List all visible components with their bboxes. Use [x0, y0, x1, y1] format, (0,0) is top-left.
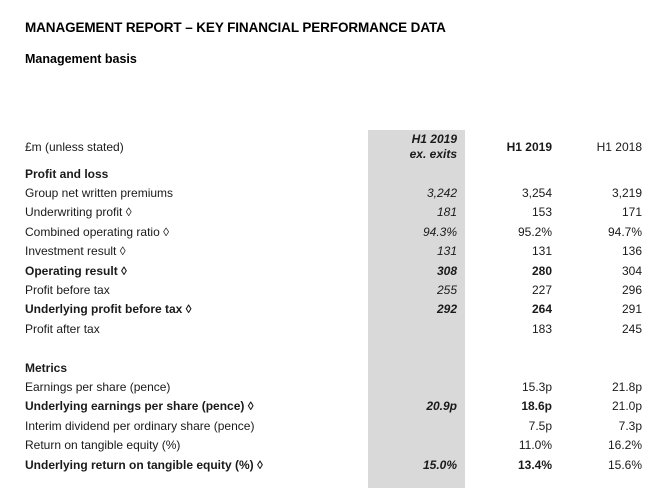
value-h1-2019-ex-exits — [368, 435, 465, 454]
row-label: Underlying profit before tax ◊ — [25, 302, 192, 317]
value-h1-2019-ex-exits: 308 — [368, 261, 465, 280]
table-row — [25, 397, 642, 416]
value-h1-2019 — [465, 474, 552, 488]
value-h1-2019: 7.5p — [528, 418, 552, 433]
value-h1-2019-ex-exits — [368, 474, 465, 488]
column-header-h1-2018: H1 2018 — [596, 140, 642, 154]
value-h1-2018 — [552, 339, 642, 358]
row-label: Underlying earnings per share (pence) ◊ — [25, 399, 254, 414]
value-h1-2019-ex-exits — [368, 416, 465, 435]
value-h1-2019-ex-exits — [368, 164, 465, 183]
table-row — [25, 203, 642, 222]
table-row — [25, 435, 642, 454]
row-label: Underlying return on tangible equity (%) ◊ — [25, 457, 263, 472]
value-h1-2019: 131 — [531, 244, 552, 259]
value-h1-2019: 13.4% — [517, 457, 552, 472]
value-h1-2019: 11.0% — [518, 438, 552, 453]
column-header-h1-2019-ex-exits — [368, 130, 465, 164]
column-header-h1-2019-ex-exits-line2: ex. exits — [409, 147, 457, 161]
value-h1-2019-ex-exits: 181 — [368, 203, 465, 222]
table-row — [25, 377, 642, 396]
row-label: Interim dividend per ordinary share (pence) — [25, 418, 255, 433]
value-h1-2019: 183 — [531, 321, 552, 336]
value-h1-2019: 264 — [531, 302, 552, 317]
value-h1-2018: 21.0p — [611, 399, 642, 414]
spacer-row — [25, 474, 642, 488]
value-h1-2018: 21.8p — [611, 379, 642, 394]
value-h1-2019-ex-exits: 292 — [368, 300, 465, 319]
row-label: Profit and loss — [25, 166, 109, 181]
column-header-h1-2019: H1 2019 — [506, 140, 552, 154]
table-row — [25, 183, 642, 202]
section-header-row — [25, 164, 642, 183]
value-h1-2019: 227 — [531, 283, 552, 298]
value-h1-2019: 95.2% — [517, 224, 552, 239]
value-h1-2019: 280 — [531, 263, 552, 278]
value-h1-2018: 136 — [621, 244, 642, 259]
value-h1-2019 — [465, 358, 552, 377]
value-h1-2018: 16.2% — [607, 438, 642, 453]
value-h1-2019-ex-exits: 3,242 — [368, 183, 465, 202]
value-h1-2018: 7.3p — [618, 418, 642, 433]
row-label: Combined operating ratio ◊ — [25, 224, 170, 239]
row-label: Return on tangible equity (%) — [25, 438, 181, 453]
value-h1-2018: 291 — [621, 302, 642, 317]
table-row — [25, 242, 642, 261]
table-row — [25, 222, 642, 241]
value-h1-2018: 94.7% — [607, 224, 642, 239]
row-label: Group net written premiums — [25, 186, 174, 201]
value-h1-2019: 15.3p — [521, 379, 552, 394]
value-h1-2019: 18.6p — [521, 399, 552, 414]
value-h1-2019-ex-exits: 94.3% — [368, 222, 465, 241]
row-label — [25, 339, 368, 358]
value-h1-2018: 15.6% — [607, 457, 642, 472]
unit-label: £m (unless stated) — [25, 140, 124, 154]
value-h1-2019-ex-exits — [368, 339, 465, 358]
table-row — [25, 319, 642, 338]
value-h1-2018 — [552, 474, 642, 488]
table-row — [25, 280, 642, 299]
page-title: MANAGEMENT REPORT – KEY FINANCIAL PERFORMANCE DATA — [25, 20, 446, 35]
value-h1-2018: 296 — [621, 283, 642, 298]
value-h1-2019: 153 — [531, 205, 552, 220]
value-h1-2019-ex-exits: 15.0% — [368, 455, 465, 474]
table-header-row — [25, 130, 642, 164]
value-h1-2019-ex-exits — [368, 358, 465, 377]
value-h1-2019-ex-exits: 20.9p — [368, 397, 465, 416]
value-h1-2018: 3,219 — [611, 186, 642, 201]
row-label: Earnings per share (pence) — [25, 379, 171, 394]
table-row — [25, 300, 642, 319]
value-h1-2018: 304 — [621, 263, 642, 278]
page-subtitle: Management basis — [25, 52, 137, 66]
table-row — [25, 416, 642, 435]
spacer-row — [25, 339, 642, 358]
table-row — [25, 455, 642, 474]
value-h1-2019 — [465, 339, 552, 358]
row-label: Investment result ◊ — [25, 244, 126, 259]
value-h1-2019 — [465, 164, 552, 183]
value-h1-2019-ex-exits — [368, 377, 465, 396]
value-h1-2018 — [552, 164, 642, 183]
row-label: Operating result ◊ — [25, 263, 127, 278]
value-h1-2018: 245 — [621, 321, 642, 336]
value-h1-2019: 3,254 — [521, 186, 552, 201]
value-h1-2018 — [552, 358, 642, 377]
row-label: Profit after tax — [25, 321, 100, 336]
value-h1-2018: 171 — [621, 205, 642, 220]
table-row — [25, 261, 642, 280]
section-header-row — [25, 358, 642, 377]
row-label: Underwriting profit ◊ — [25, 205, 132, 220]
row-label: Profit before tax — [25, 283, 110, 298]
value-h1-2019-ex-exits: 131 — [368, 242, 465, 261]
row-label: Metrics — [25, 360, 68, 375]
row-label — [25, 474, 368, 488]
financial-performance-table — [25, 130, 642, 488]
column-header-h1-2019-ex-exits-line1: H1 2019 — [411, 132, 457, 146]
value-h1-2019-ex-exits — [368, 319, 465, 338]
value-h1-2019-ex-exits: 255 — [368, 280, 465, 299]
